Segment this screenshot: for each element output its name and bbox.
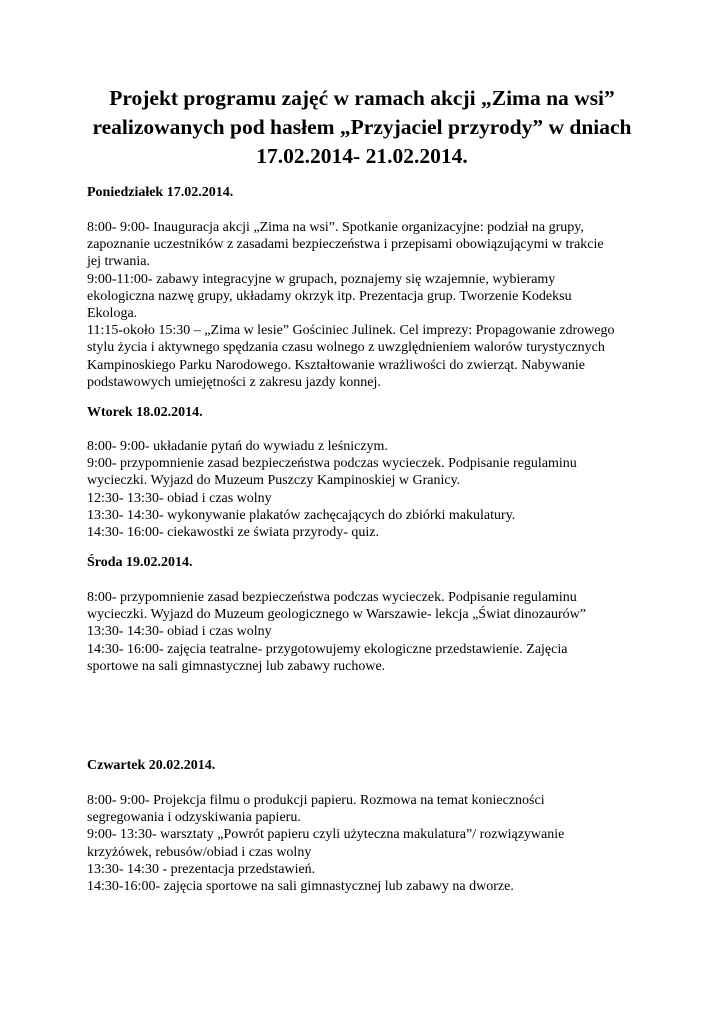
schedule-line: 8:00- 9:00- układanie pytań do wywiadu z leśniczym. xyxy=(87,439,388,454)
schedule-line: Kampinoskiego Parku Narodowego. Kształtowanie wrażliwości do zwierząt. Nabywanie xyxy=(87,357,586,373)
schedule-line: 13:30- 14:30- obiad i czas wolny xyxy=(87,624,272,640)
schedule-line: 14:30- 16:00- zajęcia teatralne- przygotowujemy ekologiczne przedstawienie. Zajęcia xyxy=(87,641,568,657)
schedule-line: wycieczki. Wyjazd do Muzeum Puszczy Kampinoskiej w Granicy. xyxy=(87,473,461,489)
schedule-line: 13:30- 14:30- wykonywanie plakatów zachęcających do zbiórki makulatury. xyxy=(87,507,516,523)
schedule-line: 9:00-11:00- zabawy integracyjne w grupach, poznajemy się wzajemnie, wybieramy xyxy=(87,271,556,287)
schedule-line: 8:00- 9:00- Inauguracja akcji „Zima na wsi”. Spotkanie organizacyjne: podział na grupy, xyxy=(87,220,584,235)
day-heading-monday: Poniedziałek 17.02.2014. xyxy=(87,185,234,200)
schedule-line: 8:00- przypomnienie zasad bezpieczeństwa podczas wycieczek. Podpisanie regulaminu xyxy=(87,590,577,605)
schedule-line: 9:00- 13:30- warsztaty „Powrót papieru czyli użyteczna makulatura”/ rozwiązywanie xyxy=(87,827,565,843)
schedule-line: segregowania i odzyskiwania papieru. xyxy=(87,810,301,826)
day-schedule-monday xyxy=(87,219,647,391)
day-schedule-tuesday xyxy=(87,438,647,541)
day-heading-tuesday: Wtorek 18.02.2014. xyxy=(87,405,203,420)
day-schedule-wednesday xyxy=(87,589,647,675)
title-line: 17.02.2014- 21.02.2014. xyxy=(256,144,468,168)
schedule-line: zapoznanie uczestników z zasadami bezpieczeństwa i przepisami obowiązującymi w trakcie xyxy=(87,237,604,253)
schedule-line: podstawowych umiejętności z zakresu jazdy konnej. xyxy=(87,374,381,390)
day-heading-wednesday: Środa 19.02.2014. xyxy=(87,555,193,570)
schedule-line: 14:30-16:00- zajęcia sportowe na sali gimnastycznej lub zabawy na dworze. xyxy=(87,879,514,895)
schedule-line: 11:15-około 15:30 – „Zima w lesie” Gościniec Julinek. Cel imprezy: Propagowanie zdrowego xyxy=(87,323,615,339)
document-title xyxy=(70,84,654,171)
schedule-line: stylu życia i aktywnego spędzania czasu wolnego z uwzględnieniem walorów turystycznych xyxy=(87,340,605,356)
schedule-line: krzyżówek, rebusów/obiad i czas wolny xyxy=(87,844,312,860)
schedule-line: 13:30- 14:30 - prezentacja przedstawień. xyxy=(87,861,316,877)
schedule-line: 9:00- przypomnienie zasad bezpieczeństwa podczas wycieczek. Podpisanie regulaminu xyxy=(87,456,577,472)
day-schedule-thursday xyxy=(87,792,647,895)
schedule-line: 12:30- 13:30- obiad i czas wolny xyxy=(87,490,272,506)
schedule-line: wycieczki. Wyjazd do Muzeum geologicznego w Warszawie- lekcja „Świat dinozaurów” xyxy=(87,607,586,623)
schedule-line: Ekologa. xyxy=(87,306,138,322)
schedule-line: ekologiczna nazwę grupy, układamy okrzyk itp. Prezentacja grup. Tworzenie Kodeksu xyxy=(87,288,572,304)
title-line: realizowanych pod hasłem „Przyjaciel przyrody” w dniach xyxy=(92,115,632,139)
title-line: Projekt programu zajęć w ramach akcji „Zima na wsi” xyxy=(109,86,615,110)
schedule-line: jej trwania. xyxy=(87,254,150,270)
day-heading-thursday: Czwartek 20.02.2014. xyxy=(87,758,216,773)
schedule-line: 14:30- 16:00- ciekawostki ze świata przyrody- quiz. xyxy=(87,525,379,541)
schedule-line: sportowe na sali gimnastycznej lub zabawy ruchowe. xyxy=(87,658,386,674)
schedule-line: 8:00- 9:00- Projekcja filmu o produkcji papieru. Rozmowa na temat konieczności xyxy=(87,793,545,808)
